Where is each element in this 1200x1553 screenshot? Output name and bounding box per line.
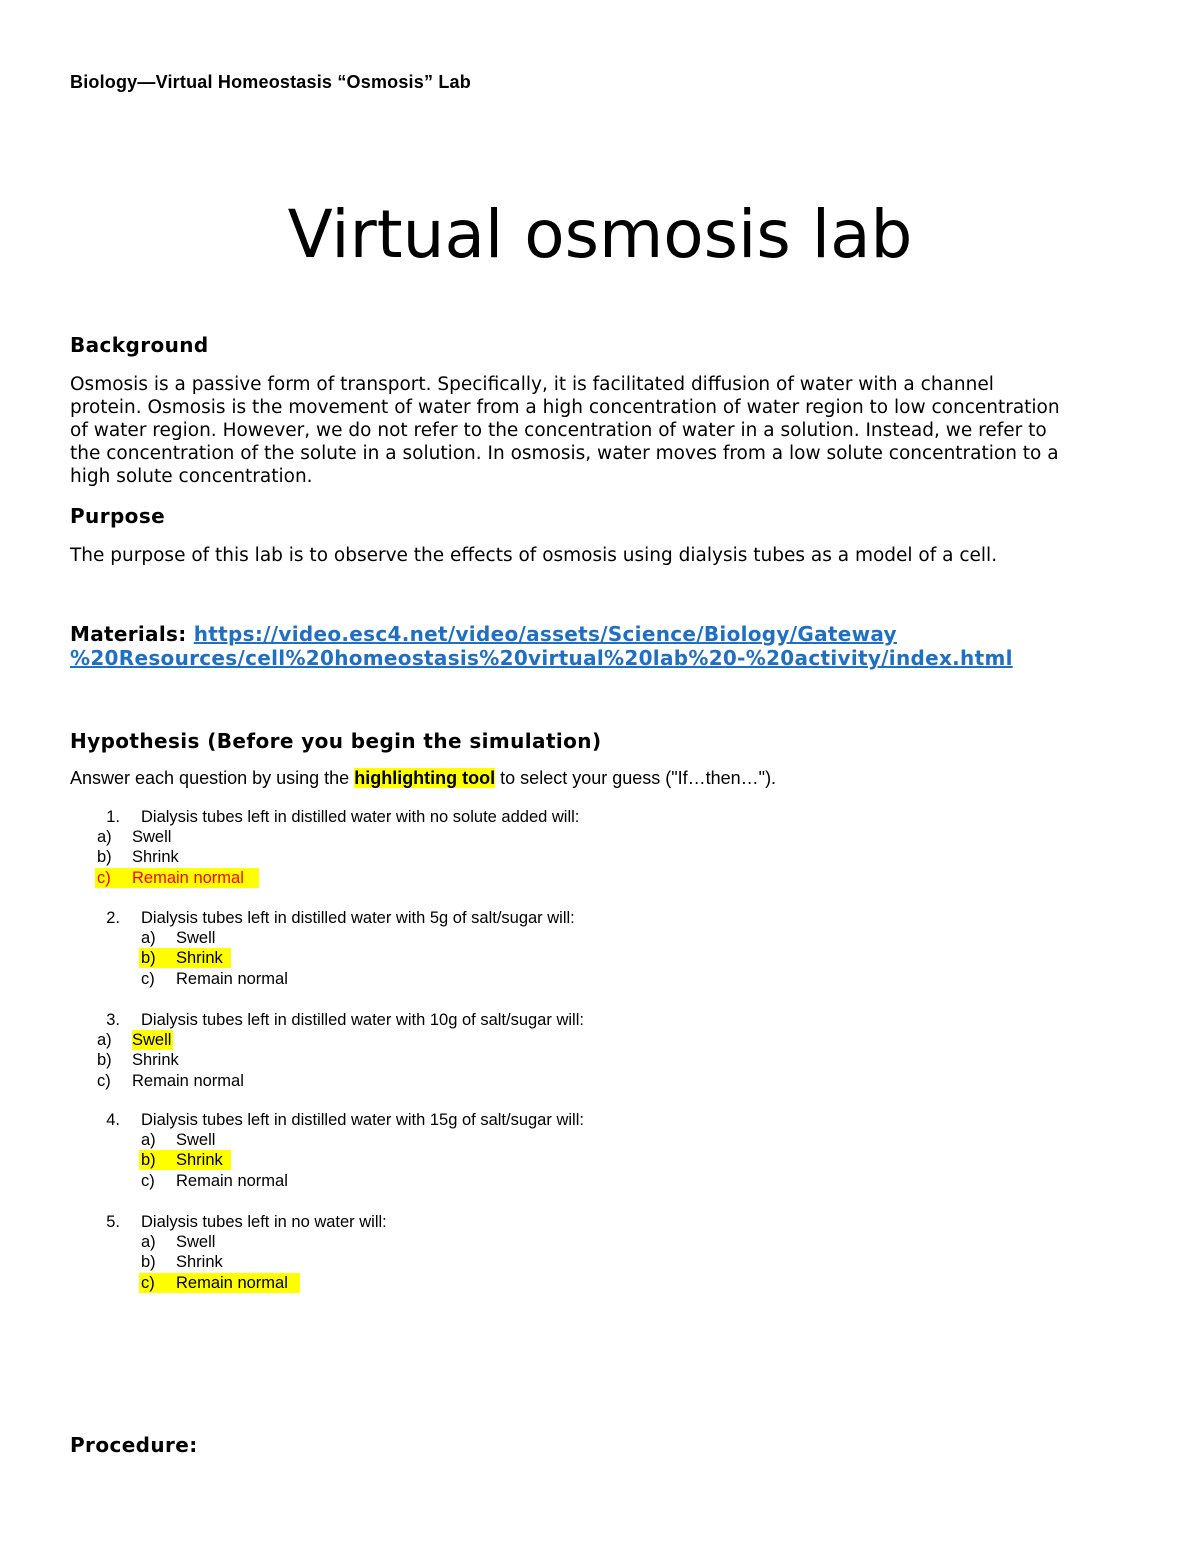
background-line: Osmosis is a passive form of transport. Specifically, it is facilitated diffusion of water with a channel (70, 374, 994, 395)
option-shrink: Shrink (176, 1151, 223, 1169)
option-letter: c) (141, 1274, 155, 1292)
page-title: Virtual osmosis lab (287, 196, 913, 273)
option-letter: c) (97, 869, 111, 887)
option-shrink: Shrink (176, 949, 223, 967)
option-swell[interactable]: Swell (176, 1131, 216, 1149)
background-paragraph (70, 373, 1130, 488)
instruction-text: Answer each question by using the (70, 768, 350, 788)
procedure-heading: Procedure: (70, 1433, 198, 1457)
materials-link[interactable]: https://video.esc4.net/video/assets/Science/Biology/Gateway (193, 622, 897, 646)
hypothesis-heading: Hypothesis (Before you begin the simulation) (70, 729, 602, 753)
option-swell-selected[interactable]: Swell (132, 1031, 172, 1049)
option-letter: b) (97, 848, 112, 866)
option-letter: c) (97, 1072, 111, 1090)
option-letter: b) (141, 1151, 156, 1169)
option-swell[interactable]: Swell (176, 1233, 216, 1251)
selected-option-row[interactable] (139, 948, 231, 968)
option-remain-normal[interactable]: Remain normal (176, 970, 288, 988)
question-text: Dialysis tubes left in distilled water with 5g of salt/sugar will: (141, 909, 575, 927)
option-letter: b) (141, 1253, 156, 1271)
option-letter: b) (141, 949, 156, 967)
question-text: Dialysis tubes left in no water will: (141, 1213, 387, 1231)
option-swell[interactable]: Swell (132, 828, 172, 846)
option-remain-normal: Remain normal (132, 869, 244, 887)
option-letter: a) (97, 1031, 112, 1049)
materials-link-continued[interactable]: %20Resources/cell%20homeostasis%20virtual%20lab%20-%20activity/index.html (70, 646, 1013, 670)
question-number: 4. (106, 1111, 120, 1129)
highlighting-tool-label: highlighting tool (354, 768, 496, 788)
selected-option-row[interactable] (139, 1150, 231, 1170)
option-letter: b) (97, 1051, 112, 1069)
background-line: high solute concentration. (70, 466, 313, 487)
background-line: protein. Osmosis is the movement of water from a high concentration of water region to low concentration (70, 397, 1060, 418)
selected-option-row[interactable] (95, 868, 259, 888)
option-letter: a) (141, 1131, 156, 1149)
question-text: Dialysis tubes left in distilled water with 10g of salt/sugar will: (141, 1011, 584, 1029)
option-shrink[interactable]: Shrink (132, 848, 179, 866)
option-remain-normal[interactable]: Remain normal (176, 1172, 288, 1190)
hypothesis-instruction (70, 768, 776, 789)
question-number: 2. (106, 909, 120, 927)
background-heading: Background (70, 333, 209, 357)
option-letter: c) (141, 1172, 155, 1190)
option-letter: a) (141, 929, 156, 947)
option-letter: a) (97, 828, 112, 846)
background-line: the concentration of the solute in a solution. In osmosis, water moves from a low solute concentration to a (70, 443, 1059, 464)
question-text: Dialysis tubes left in distilled water with 15g of salt/sugar will: (141, 1111, 584, 1129)
purpose-text: The purpose of this lab is to observe the effects of osmosis using dialysis tubes as a model of a cell. (70, 545, 998, 566)
materials-block (70, 622, 1150, 670)
selected-option-row[interactable] (139, 1273, 300, 1293)
question-number: 1. (106, 808, 120, 826)
instruction-text-end: to select your guess ("If…then…"). (500, 768, 777, 788)
background-line: of water region. However, we do not refer to the concentration of water in a solution. Instead, we refer to (70, 420, 1047, 441)
question-number: 3. (106, 1011, 120, 1029)
option-remain-normal[interactable]: Remain normal (132, 1072, 244, 1090)
purpose-heading: Purpose (70, 504, 166, 528)
question-text: Dialysis tubes left in distilled water with no solute added will: (141, 808, 580, 826)
question-number: 5. (106, 1213, 120, 1231)
option-shrink[interactable]: Shrink (176, 1253, 223, 1271)
document-header: Biology—Virtual Homeostasis “Osmosis” Lab (70, 72, 471, 92)
materials-label: Materials: (70, 622, 187, 646)
option-remain-normal: Remain normal (176, 1274, 288, 1292)
option-letter: c) (141, 970, 155, 988)
option-letter: a) (141, 1233, 156, 1251)
option-shrink[interactable]: Shrink (132, 1051, 179, 1069)
option-swell[interactable]: Swell (176, 929, 216, 947)
